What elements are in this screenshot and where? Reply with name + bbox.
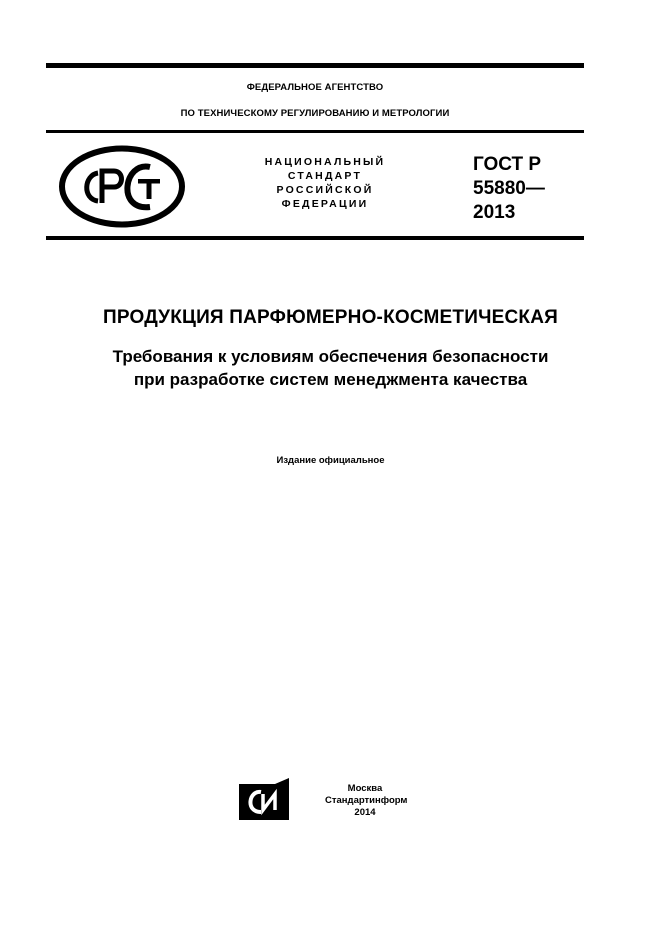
publisher-city: Москва [347,783,383,794]
national-standard-line2: СТАНДАРТ [287,170,363,182]
document-subtitle [20,345,641,391]
subtitle-line2: при разработке систем менеджмента качества [133,370,528,389]
publisher-name: Стандартинформ [325,795,408,806]
publisher-block [325,783,408,819]
agency-name-line1: ФЕДЕРАЛЬНОЕ АГЕНТСТВО [246,82,384,93]
designation-line1: ГОСТ Р [473,154,542,175]
document-title: ПРОДУКЦИЯ ПАРФЮМЕРНО-КОСМЕТИЧЕСКАЯ [103,307,558,328]
top-rule [46,63,584,68]
standard-designation [473,153,545,225]
rst-certification-logo-icon [58,145,186,228]
standartinform-logo-icon [235,776,291,822]
agency-name-line2: ПО ТЕХНИЧЕСКОМУ РЕГУЛИРОВАНИЮ И МЕТРОЛОГИИ [180,108,450,119]
bottom-rule [46,236,584,240]
national-standard-line3: РОССИЙСКОЙ [276,184,374,196]
designation-line3: 2013 [473,202,516,223]
national-standard-line1: НАЦИОНАЛЬНЫЙ [264,156,386,168]
middle-rule [46,130,584,133]
designation-line2: 55880— [473,178,545,199]
national-standard-line4: ФЕДЕРАЦИИ [281,198,369,210]
publication-year: 2014 [354,807,376,818]
edition-label: Издание официальное [276,455,385,466]
subtitle-line1: Требования к условиям обеспечения безопасности [112,347,549,366]
national-standard-label [245,155,405,211]
